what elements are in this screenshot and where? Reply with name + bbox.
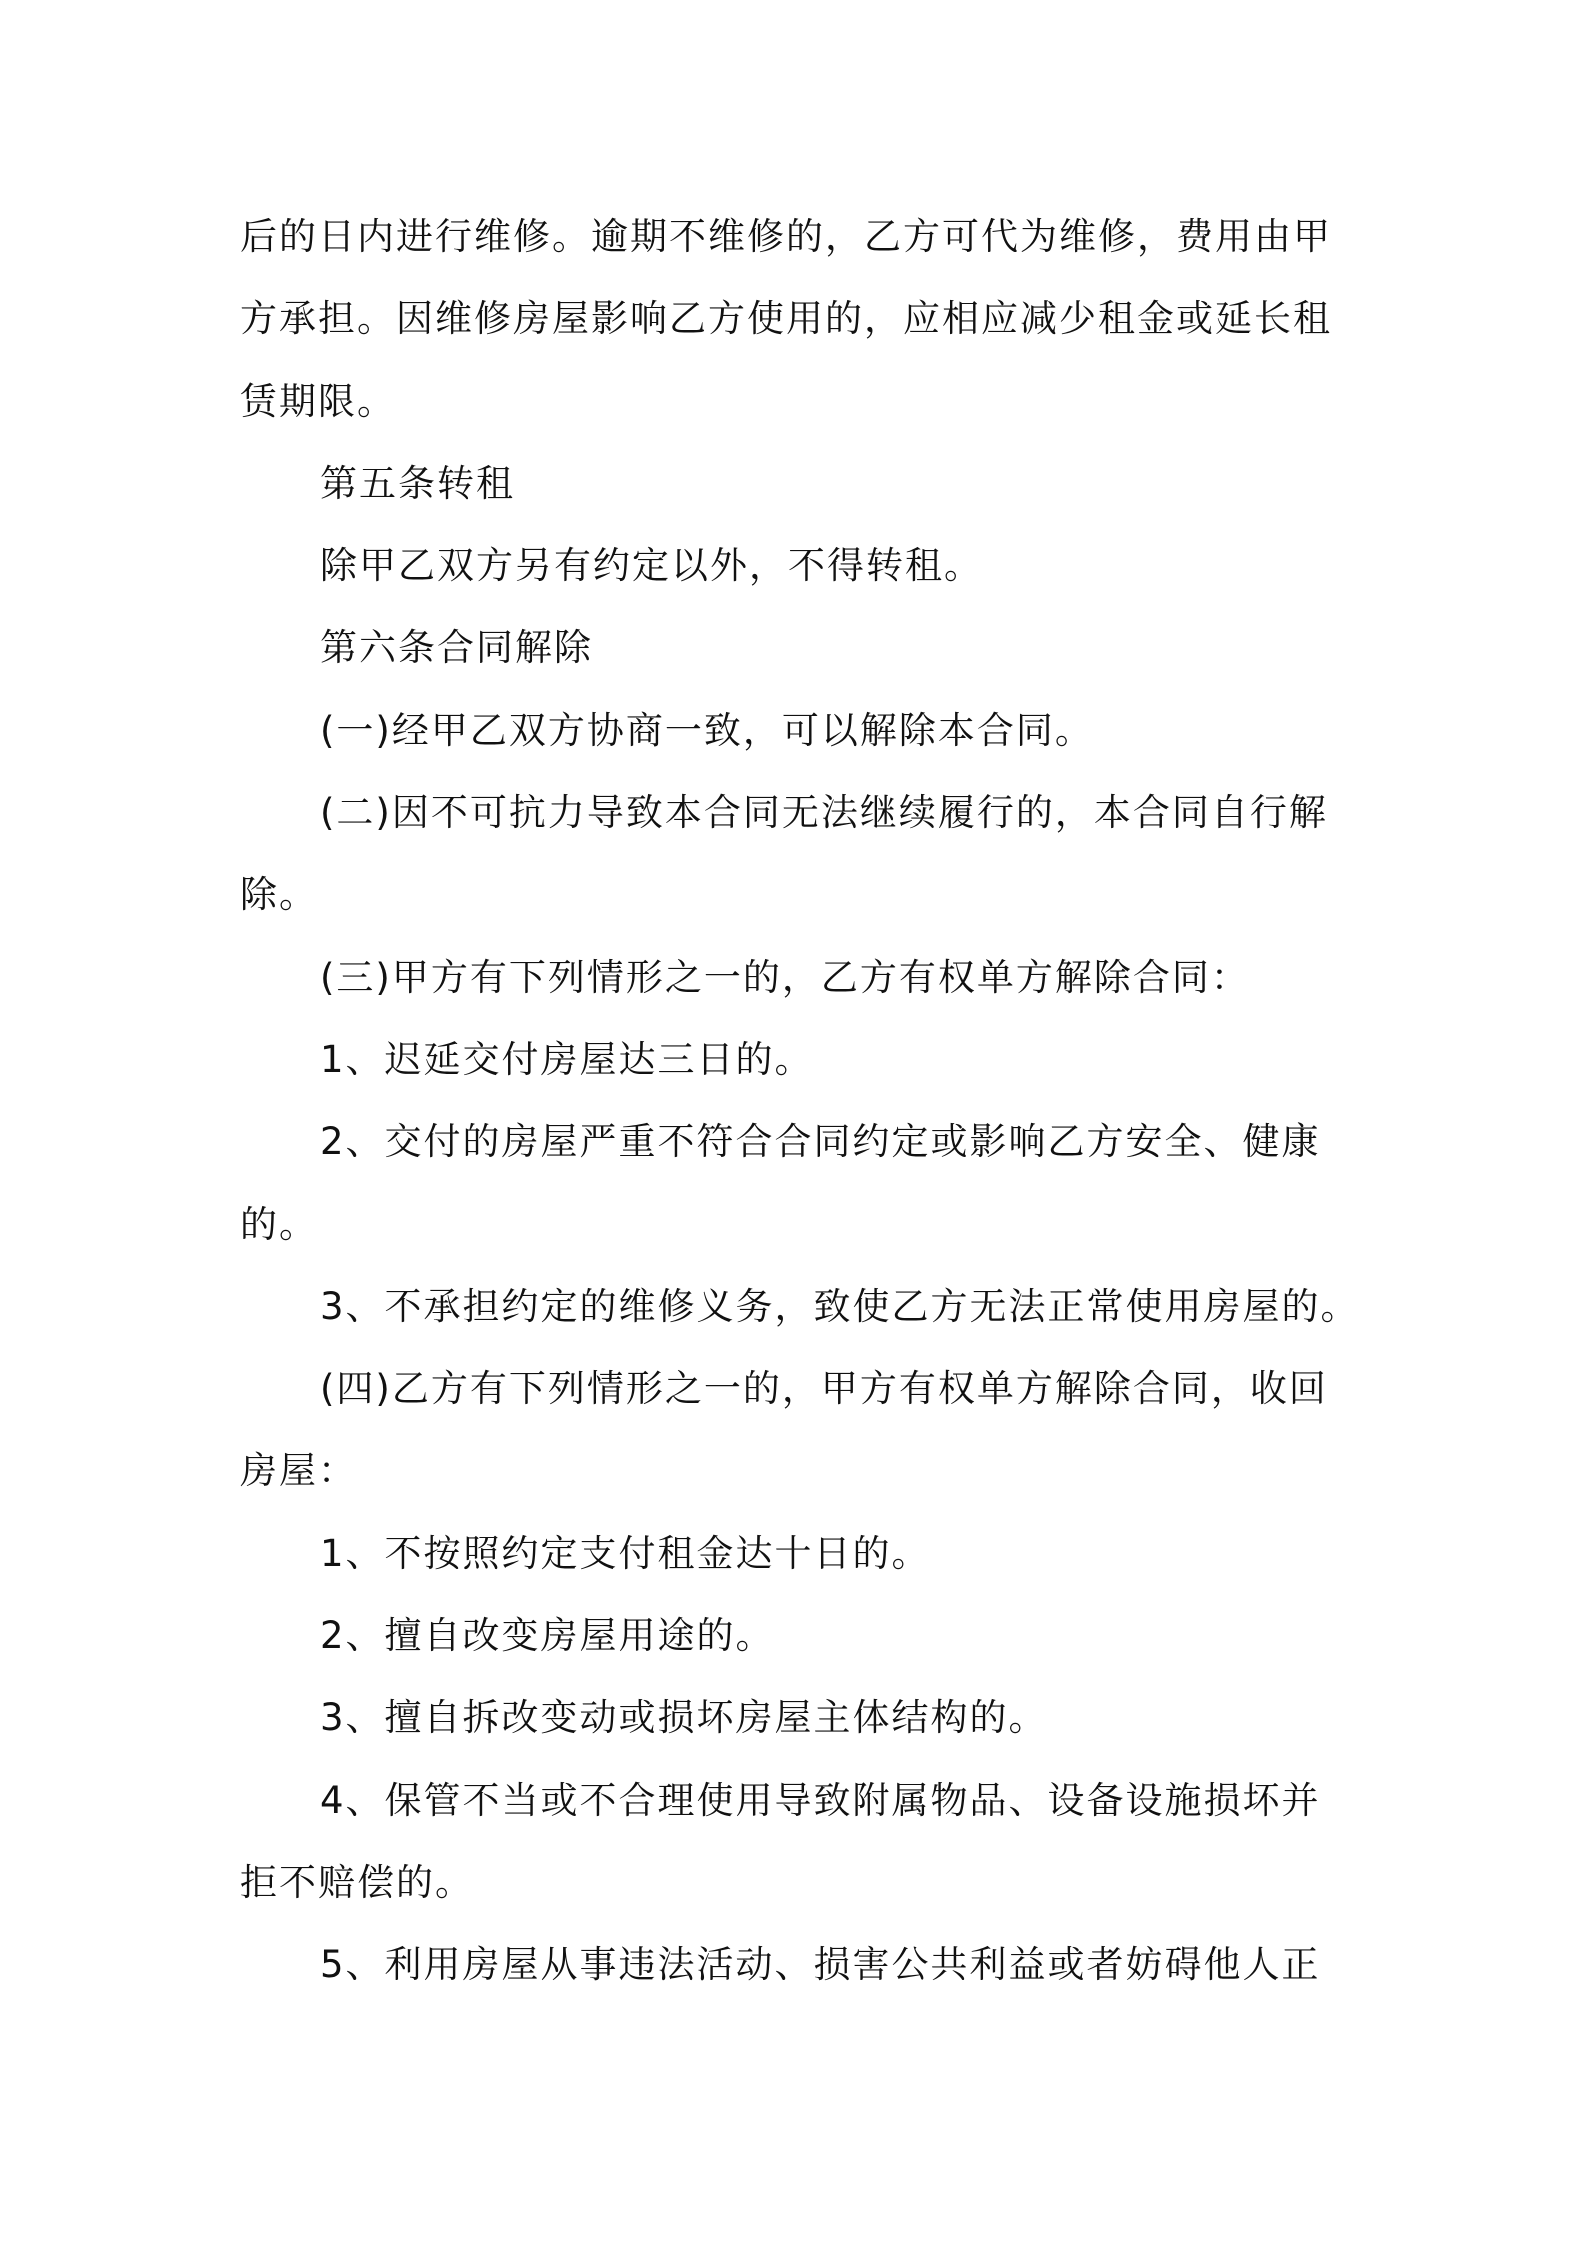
list-item: 3、擅自拆改变动或损坏房屋主体结构的。: [320, 1696, 1048, 1740]
list-item: 3、不承担约定的维修义务，致使乙方无法正常使用房屋的。: [320, 1284, 1360, 1328]
list-item: 1、迟延交付房屋达三日的。: [320, 1037, 814, 1081]
clause-item: (一)经甲乙双方协商一致，可以解除本合同。: [320, 708, 1094, 752]
text-line: 除。: [240, 873, 318, 917]
text-line: 的。: [240, 1202, 318, 1246]
section-heading: 第六条合同解除: [320, 626, 593, 670]
list-item: 2、交付的房屋严重不符合合同约定或影响乙方安全、健康: [320, 1120, 1321, 1164]
clause-item: (二)因不可抗力导致本合同无法继续履行的，本合同自行解: [320, 791, 1328, 835]
list-item: 2、擅自改变房屋用途的。: [320, 1614, 775, 1658]
text-line: 方承担。因维修房屋影响乙方使用的，应相应减少租金或延长租: [240, 297, 1332, 341]
section-heading: 第五条转租: [320, 461, 515, 505]
clause-item: (四)乙方有下列情形之一的，甲方有权单方解除合同，收回: [320, 1367, 1328, 1411]
text-line: 房屋：: [240, 1449, 357, 1493]
clause-item: (三)甲方有下列情形之一的，乙方有权单方解除合同：: [320, 955, 1250, 999]
text-line: 拒不赔偿的。: [240, 1860, 474, 1904]
document-body: [240, 196, 1370, 2007]
list-item: 5、利用房屋从事违法活动、损害公共利益或者妨碍他人正: [320, 1943, 1321, 1987]
text-line: 除甲乙双方另有约定以外，不得转租。: [320, 544, 983, 588]
text-line: 后的日内进行维修。逾期不维修的，乙方可代为维修，费用由甲: [240, 215, 1332, 258]
text-line: 赁期限。: [240, 379, 396, 423]
list-item: 4、保管不当或不合理使用导致附属物品、设备设施损坏并: [320, 1778, 1321, 1822]
list-item: 1、不按照约定支付租金达十日的。: [320, 1531, 931, 1575]
